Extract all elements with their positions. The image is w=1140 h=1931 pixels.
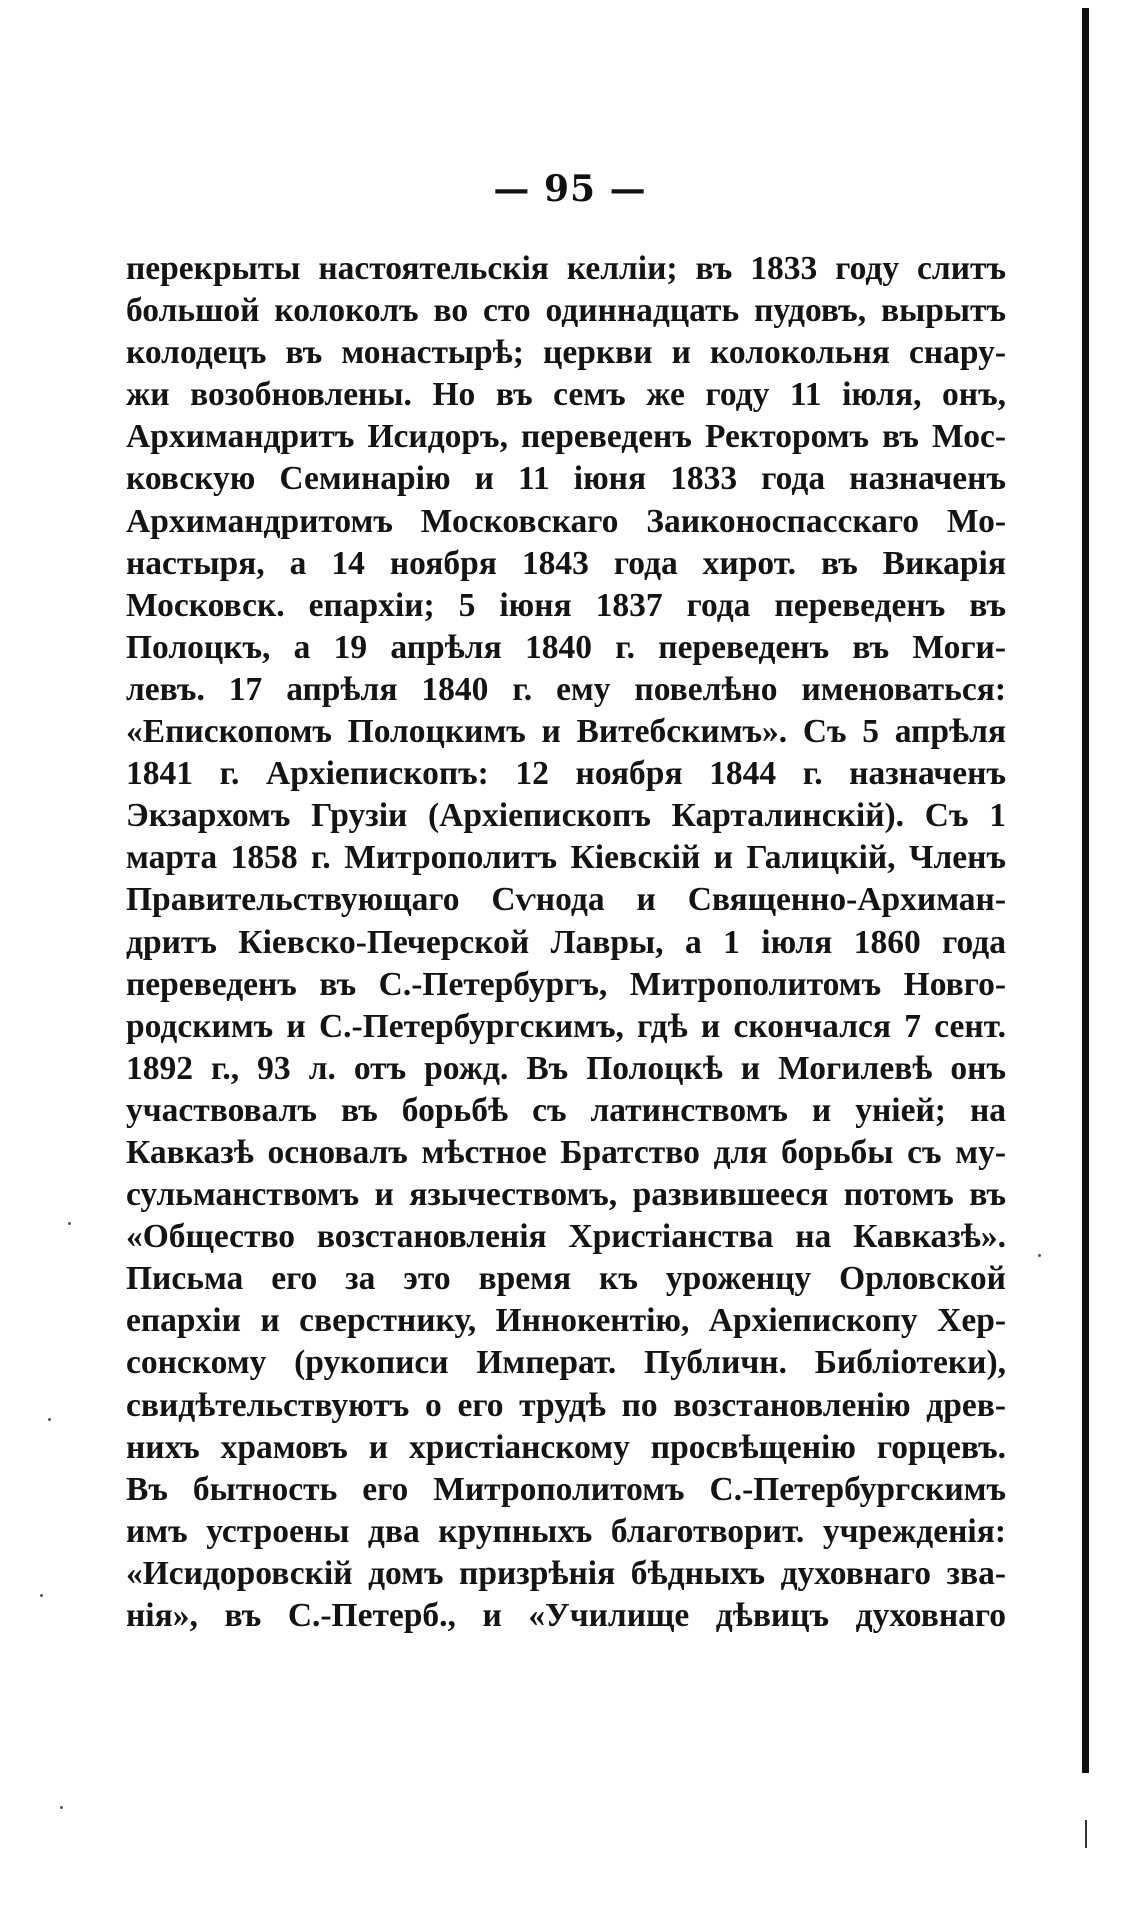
text-line: Письма его за это время къ уроженцу Орловской <box>126 1260 1006 1298</box>
text-line: Московск. епархіи; 5 іюня 1837 года переведенъ въ <box>126 586 1006 624</box>
page-edge-line <box>1082 8 1089 1773</box>
text-line: 1892 г., 93 л. отъ рожд. Въ Полоцкѣ и Могилевѣ онъ <box>126 1049 1006 1087</box>
text-line: дритъ Кіевско-Печерской Лавры, а 1 іюля 1860 года <box>126 923 1006 961</box>
text-line: переведенъ въ С.-Петербургъ, Митрополитомъ Новго- <box>126 965 1006 1003</box>
text-line: Кавказѣ основалъ мѣстное Братство для борьбы съ му- <box>126 1133 1006 1171</box>
text-line: нихъ храмовъ и христіанскому просвѣщенію горцевъ. <box>126 1428 1006 1466</box>
text-line: Правительствующаго Сѵнода и Священно-Архиман- <box>126 881 1006 919</box>
text-line: большой колоколъ во сто одиннадцать пудовъ, вырытъ <box>126 292 1006 330</box>
text-line: перекрыты настоятельскія келліи; въ 1833 году слитъ <box>126 250 1006 287</box>
paper-speck <box>40 1594 43 1597</box>
text-line: свидѣтельствуютъ о его трудѣ по возстановленію древ- <box>126 1386 1006 1424</box>
text-line: Полоцкъ, а 19 апрѣля 1840 г. переведенъ въ Моги- <box>126 628 1006 666</box>
text-line: «Исидоровскій домъ призрѣнія бѣдныхъ духовнаго зва- <box>126 1554 1006 1592</box>
paper-speck <box>68 1222 71 1225</box>
text-line: 1841 г. Архіепископъ: 12 ноября 1844 г. назначенъ <box>126 755 1006 793</box>
text-line: Архимандритомъ Московскаго Заиконоспасскаго Мо- <box>126 502 1006 540</box>
text-line: нія», въ С.-Петерб., и «Училище дѣвицъ духовнаго <box>126 1597 1006 1634</box>
text-line: сульманствомъ и язычествомъ, развившееся потомъ въ <box>126 1176 1006 1214</box>
text-line: ковскую Семинарію и 11 іюня 1833 года назначенъ <box>126 460 1006 498</box>
text-line: левъ. 17 апрѣля 1840 г. ему повелѣно именоваться: <box>126 670 1006 708</box>
text-line: Архимандритъ Исидоръ, переведенъ Ректоромъ въ Мос- <box>126 418 1006 456</box>
text-line: Экзархомъ Грузіи (Архіепископъ Карталинскій). Съ 1 <box>126 797 1006 835</box>
body-text <box>126 248 1006 1637</box>
text-line: «Епископомъ Полоцкимъ и Витебскимъ». Съ 5 апрѣля <box>126 713 1006 751</box>
text-line: жи возобновлены. Но въ семъ же году 11 іюля, онъ, <box>126 376 1006 414</box>
text-line: сонскому (рукописи Императ. Публичн. Библіотеки), <box>126 1344 1006 1382</box>
paper-speck <box>60 1806 63 1809</box>
text-line: епархіи и сверстнику, Иннокентію, Архіепископу Хер- <box>126 1302 1006 1340</box>
text-line: колодецъ въ монастырѣ; церкви и колокольня снару- <box>126 334 1006 372</box>
text-line: Въ бытность его Митрополитомъ С.-Петербургскимъ <box>126 1470 1006 1508</box>
text-line: участвовалъ въ борьбѣ съ латинствомъ и уніей; на <box>126 1091 1006 1129</box>
page-edge-mark <box>1085 1820 1087 1848</box>
text-line: настыря, а 14 ноября 1843 года хирот. въ Викарія <box>126 544 1006 582</box>
text-line: марта 1858 г. Митрополитъ Кіевскій и Галицкій, Членъ <box>126 839 1006 877</box>
paper-speck <box>1038 1254 1041 1257</box>
page-number: — 95 — <box>493 168 647 210</box>
text-line: родскимъ и С.-Петербургскимъ, гдѣ и скончался 7 сент. <box>126 1007 1006 1045</box>
text-line: имъ устроены два крупныхъ благотворит. учрежденія: <box>126 1512 1006 1550</box>
paper-speck <box>48 1418 51 1421</box>
text-line: «Общество возстановленія Христіанства на Кавказѣ». <box>126 1218 1006 1256</box>
